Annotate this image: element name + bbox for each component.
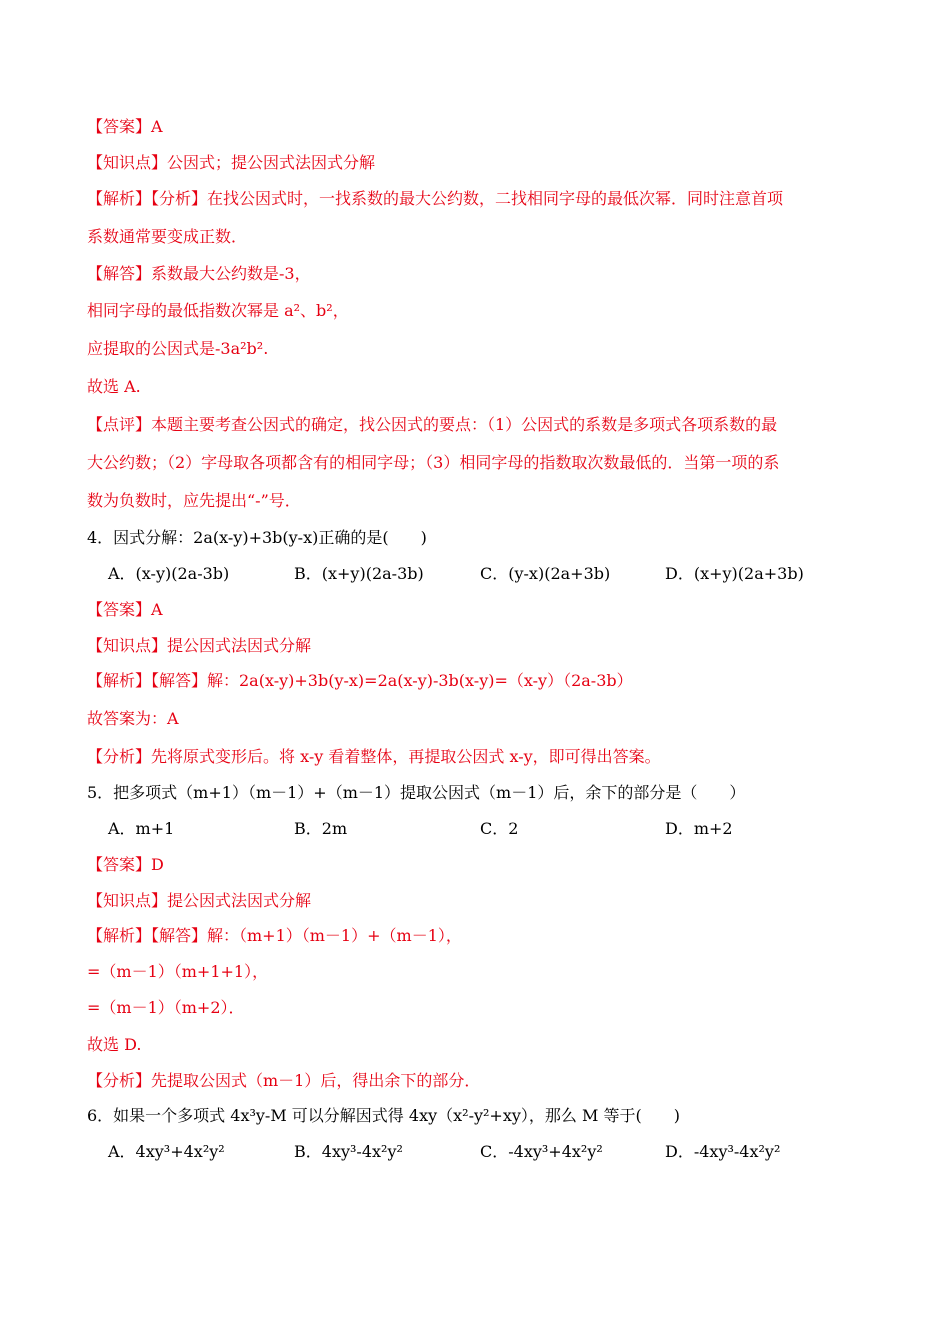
q6-option-d: D．-4xy³-4x²y²: [665, 1142, 781, 1161]
q4-analysis: 【分析】先将原式变形后。将 x-y 看着整体，再提取公因式 x-y，即可得出答案。: [87, 747, 661, 766]
q4-knowledge-point: 【知识点】提公因式法因式分解: [87, 636, 312, 655]
q5-analysis: 【分析】先提取公因式（m－1）后，得出余下的部分．: [87, 1071, 481, 1090]
q4-conclusion: 故答案为：A: [87, 709, 179, 728]
q3-solution-line-1: 【解答】系数最大公约数是-3，: [87, 264, 311, 283]
q5-conclusion: 故选 D.: [87, 1035, 142, 1054]
q4-options: [108, 564, 868, 584]
q6-option-b: B．4xy³-4x²y²: [294, 1142, 403, 1161]
q3-analysis-line-2: 系数通常要变成正数．: [87, 227, 248, 246]
q4-solution: 【解析】【解答】解：2a(x-y)+3b(y-x)=2a(x-y)-3b(x-y)=（x-y）（2a-3b）: [87, 671, 633, 690]
q3-analysis-line-1: 【解析】【分析】在找公因式时，一找系数的最大公约数，二找相同字母的最低次幂．同时注意首项: [87, 189, 784, 208]
q6-option-a: A．4xy³+4x²y²: [108, 1142, 225, 1161]
q3-comment-line-1: 【点评】本题主要考查公因式的确定，找公因式的要点：（1）公因式的系数是多项式各项系数的最: [87, 415, 778, 434]
q5-solution-line-1: 【解析】【解答】解：（m+1）（m－1）+（m－1），: [87, 926, 462, 945]
q5-option-c: C．2: [480, 819, 519, 838]
q4-stem: 4．因式分解：2a(x-y)+3b(y-x)正确的是( ): [87, 528, 427, 547]
q6-stem: 6．如果一个多项式 4x³y-M 可以分解因式得 4xy（x²-y²+xy），那么 M 等于( ): [87, 1106, 680, 1125]
q5-solution-line-3: =（m－1）（m+2）．: [87, 998, 245, 1017]
q3-comment-line-2: 大公约数；（2）字母取各项都含有的相同字母；（3）相同字母的指数取次数最低的．当第一项的系: [87, 453, 780, 472]
q3-solution-line-2: 相同字母的最低指数次幂是 a²、b²，: [87, 301, 349, 320]
q4-option-a: A．(x-y)(2a-3b): [108, 564, 230, 583]
q4-answer: 【答案】A: [87, 600, 163, 619]
q5-solution-line-2: =（m－1）（m+1+1），: [87, 962, 269, 981]
q5-stem: 5．把多项式（m+1）（m－1）+（m－1）提取公因式（m－1）后，余下的部分是（ ）: [87, 783, 746, 802]
q3-conclusion: 故选 A.: [87, 377, 141, 396]
q3-solution-line-3: 应提取的公因式是-3a²b².: [87, 339, 269, 358]
q4-option-c: C．(y-x)(2a+3b): [480, 564, 611, 583]
q6-option-c: C．-4xy³+4x²y²: [480, 1142, 603, 1161]
q5-option-a: A．m+1: [108, 819, 175, 838]
q6-options: [108, 1142, 868, 1162]
q3-knowledge-point: 【知识点】公因式；提公因式法因式分解: [87, 153, 376, 172]
q3-comment-line-3: 数为负数时，应先提出“-”号．: [87, 491, 301, 510]
q5-options: [108, 819, 868, 839]
q5-option-b: B．2m: [294, 819, 348, 838]
q5-answer: 【答案】D: [87, 855, 164, 874]
q3-answer: 【答案】A: [87, 117, 163, 136]
q4-option-b: B．(x+y)(2a-3b): [294, 564, 424, 583]
q4-option-d: D．(x+y)(2a+3b): [665, 564, 804, 583]
q5-option-d: D．m+2: [665, 819, 733, 838]
q5-knowledge-point: 【知识点】提公因式法因式分解: [87, 891, 312, 910]
